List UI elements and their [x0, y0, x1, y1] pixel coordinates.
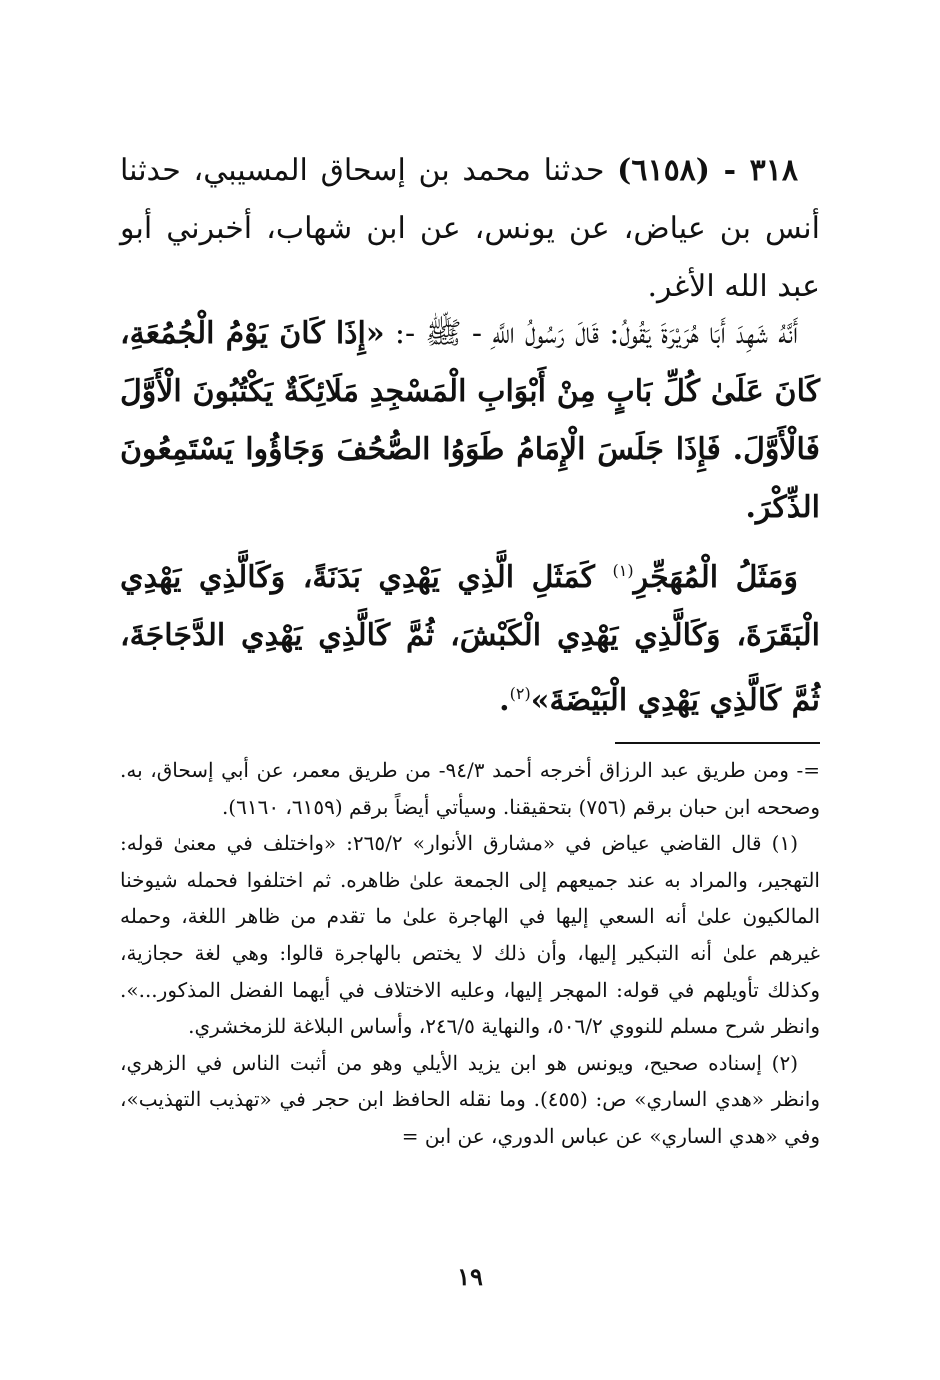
footnote-continuation: =- ومن طريق عبد الرزاق أخرجه أحمد ٩٤/٣- من طريق معمر، عن أبي إسحاق، به. وصححه ابن حبان برقم (٧٥٦) بتحقيقنا. وسيأتي أيضاً برقم (٦١٥٩، ٦١٦٠). — [120, 758, 821, 819]
footnote-separator — [615, 742, 820, 744]
footnote-ref-2: (٢) — [509, 684, 531, 703]
footnote-ref-1: (١) — [612, 561, 634, 580]
matn-end: . — [499, 683, 510, 718]
matn-intro: أَنَّهُ شَهِدَ أَبَا هُرَيْرَةَ يَقُولُ: قَالَ رَسُولُ اللَّهِ - ﷺ -: — [394, 316, 798, 351]
footnotes — [120, 752, 820, 1155]
matn-paragraph-2 — [120, 542, 820, 730]
matn-quote-2a: وَمَثَلُ الْمُهَجِّرِ — [633, 560, 798, 595]
hadith-text-part2 — [120, 542, 820, 730]
page-number: ١٩ — [457, 1262, 483, 1291]
matn-quote-1: «إِذَا كَانَ يَوْمُ الْجُمُعَةِ، كَانَ عَلَىٰ كُلِّ بَابٍ مِنْ أَبْوَابِ الْمَسْجِدِ مَلَائِكَةٌ يَكْتُبُونَ الْأَوَّلَ فَالْأَوَّلَ. فَإِذَا جَلَسَ الْإِمَامُ طَوَوُا الصُّحُفَ وَجَاؤُوا يَسْتَمِعُونَ الذِّكْرَ. — [120, 316, 820, 525]
matn-paragraph-1 — [120, 305, 820, 537]
isnad-paragraph — [120, 142, 820, 316]
hadith-number: ٣١٨ - (٦١٥٨) — [617, 153, 798, 188]
isnad-text: حدثنا محمد بن إسحاق المسيبي، حدثنا أنس بن عياض، عن يونس، عن ابن شهاب، أخبرني أبو عبد الله الأغر. — [120, 153, 820, 304]
footnote-1: (١) قال القاضي عياض في «مشارق الأنوار» ٢٦٥/٢: «واختلف في معنىٰ قوله: التهجير، والمراد به عند جميعهم إلى الجمعة علىٰ ظاهره. ثم اختلفوا فحمله شيوخنا المالكيون علىٰ أنه السعي إليها في الهاجرة علىٰ ما تقدم من ظاهر اللغة، وحمله غيرهم علىٰ أنه التبكير إليها، وأن ذلك لا يختص بالهاجرة قالوا: وهي لغة حجازية، وكذلك تأويلهم في قوله: المهجر إليها، وعليه الاختلاف في أيهما الفضل المذكور...». وانظر شرح مسلم للنووي ٥٠٦/٢، والنهاية ٢٤٦/٥، وأساس البلاغة للزمخشري. — [120, 831, 820, 1039]
footnote-2: (٢) إسناده صحيح، ويونس هو ابن يزيد الأيلي وهو من أثبت الناس في الزهري، وانظر «هدي الساري» ص: (٤٥٥). وما نقله الحافظ ابن حجر في «تهذيب التهذيب»، وفي «هدي الساري» عن عباس الدوري، عن ابن = — [120, 1050, 820, 1148]
hadith-isnad — [120, 142, 820, 316]
hadith-text-part1 — [120, 305, 820, 537]
book-page — [120, 0, 820, 1380]
matn-quote-2b: كَمَثَلِ الَّذِي يَهْدِي بَدَنَةً، وَكَالَّذِي يَهْدِي الْبَقَرَةَ، وَكَالَّذِي يَهْدِي الْكَبْشَ، ثُمَّ كَالَّذِي يَهْدِي الدَّجَاجَةَ، ثُمَّ كَالَّذِي يَهْدِي الْبَيْضَةَ» — [120, 560, 820, 718]
